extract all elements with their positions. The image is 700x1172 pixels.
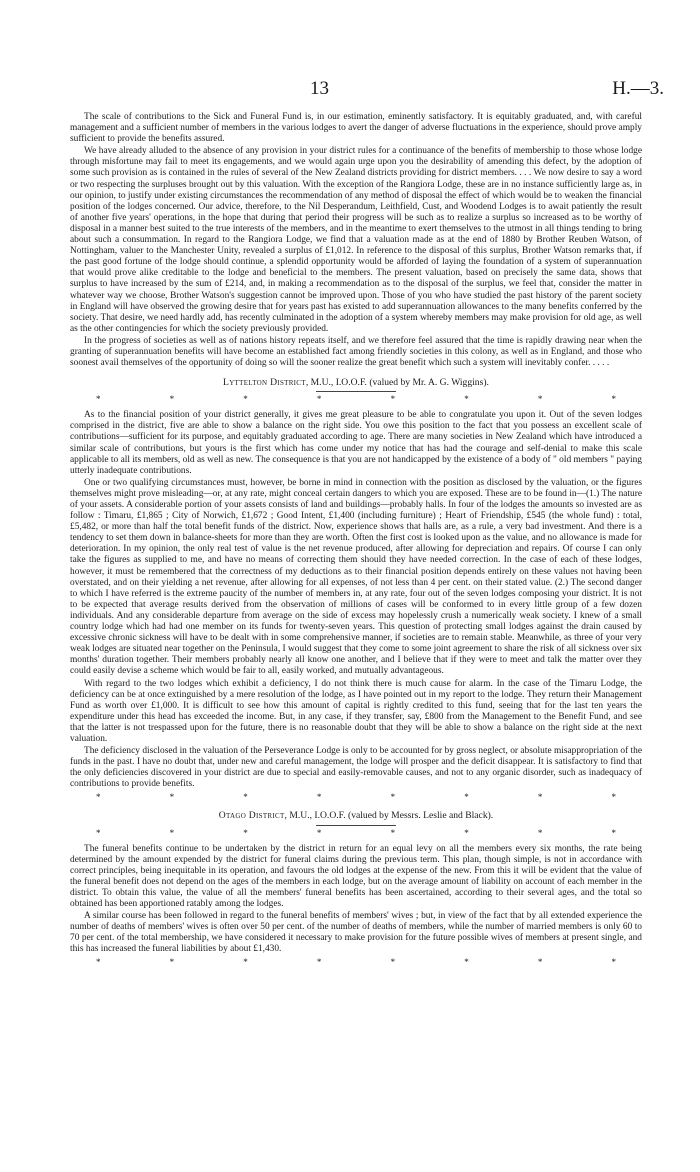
asterism: * [243, 957, 248, 968]
paragraph: In the progress of societies as well as of nations history repeats itself, and we therefore feel assured that the time is rapidly drawing near when the granting of superannuation benefits will have become an established fact among friendly societies in this colony, as well as in England, and those who soonest avail themselves of the opportunity of doing so will the sooner realize the great benefit which such a system will inevitably confer. . . . . [70, 335, 642, 369]
asterism: * [169, 827, 175, 838]
asterism: * [243, 394, 248, 405]
asterism: * [96, 394, 101, 405]
asterism: * [316, 957, 322, 968]
asterism: * [169, 957, 175, 968]
heading-rule [316, 391, 396, 392]
asterism: * [96, 957, 101, 968]
asterism: * [611, 957, 616, 968]
paragraph: We have already alluded to the absence of any provision in your district rules for a continuance of the benefits of membership to those whose lodge through misfortune may fail to meet its engagements, and we would again urge upon you the desirability of amending this defect, by the adoption of some such provision as is contained in the rules of several of the New Zealand districts providing for district members. . . . We now desire to say a word or two respecting the surpluses brought out by this valuation. With the exception of the Rangiora Lodge, these are in no instance sufficiently large as, in our opinion, to justify under existing circumstances the recommendation of any method of disposal the effect of which would be to weaken the financial position of the lodges concerned. Our advice, therefore, to the Nil Desperandum, Leithfield, Cust, and Woodend Lodges is to await patiently the result of another five years' operations, in the hope that during that period their progress will be such as to realize a surplus so increased as to be worthy of disposal in a manner best suited to the true interests of the members, and in the meantime to exert themselves to the utmost in all things tending to bring about such a consummation. In regard to the Rangiora Lodge, we find that a valuation made as at the end of 1880 by Brother Reuben Watson, of Nottingham, valuer to the Manchester Unity, revealed a surplus of £1,012. In reference to the disposal of this surplus, Brother Watson remarks that, if the past good fortune of the lodge should continue, a splendid opportunity would be afforded of laying the foundation of a system of superannuation that would prove alike creditable to the lodge and beneficial to the members. The present valuation, based on precisely the same data, shows that surplus to have increased by the sum of £214, and, in making a recommendation as to the disposal of the surplus, we feel that, consider the matter in whatever way we choose, Brother Watson's suggestion cannot be improved upon. Those of you who have studied the past history of the parent society in England will have observed the growing desire that for years past has existed to add superannuation allowances to the many benefits conferred by the society. That desire, we need hardly add, has recently culminated in the adoption of a system whereby members may make provision for old age, as well as the other contingencies for which the society previously provided. [70, 146, 642, 334]
asterism: * [464, 792, 469, 803]
asterism: * [464, 827, 469, 838]
asterism: * [96, 827, 101, 838]
asterism: * [316, 827, 322, 838]
asterism: * [537, 827, 543, 838]
page-header [0, 78, 700, 102]
asterism: * [316, 792, 322, 803]
asterism: * [390, 792, 396, 803]
asterism: * [96, 792, 101, 803]
asterism: * [169, 792, 175, 803]
asterism: * [243, 827, 248, 838]
asterism-row [96, 394, 616, 404]
paragraph: As to the financial position of your district generally, it gives me great pleasure to be able to congratulate you upon it. Out of the seven lodges comprised in the district, five are able to show a balance on the right side. You owe this position to the fact that you possess an excellent scale of contributions—sufficient for its purpose, and equitably graduated according to age. There are many societies in New Zealand which have introduced a similar scale of contributions, but yours is the first which has come under my notice that has had the courage and self-denial to make this scale applicable to all its members, old as well as new. The consequence is that you are not handicapped by the existence of a body of " old members " paying utterly inadequate contributions. [70, 410, 642, 476]
heading-detail: , M.U., I.O.O.F. (valued by Mr. A. G. Wiggins). [305, 377, 489, 389]
section-heading-otago [70, 810, 642, 821]
page-number: 13 [310, 78, 329, 99]
section-heading-lyttelton [70, 377, 642, 388]
asterism: * [390, 957, 396, 968]
body-text [70, 112, 642, 973]
district-name: Lyttelton District [223, 377, 306, 389]
asterism: * [537, 394, 543, 405]
asterism: * [243, 792, 248, 803]
asterism: * [316, 394, 322, 405]
asterism: * [464, 957, 469, 968]
asterism: * [464, 394, 469, 405]
asterism: * [611, 394, 616, 405]
paragraph: The scale of contributions to the Sick and Funeral Fund is, in our estimation, eminently satisfactory. It is equitably graduated, and, with careful management and a sufficient number of members in the various lodges to avert the danger of adverse fluctuations in the experience, should prove amply sufficient to provide the benefits assured. [70, 112, 642, 145]
asterism: * [611, 827, 616, 838]
heading-detail: , M.U., I.O.O.F. (valued by Messrs. Leslie and Black). [284, 810, 494, 822]
paragraph: The deficiency disclosed in the valuation of the Perseverance Lodge is only to be accounted for by gross neglect, or absolute misappropriation of the funds in the past. I have no doubt that, under new and careful management, the lodge will prosper and the deficit disappear. It is satisfactory to find that the only deficiencies discovered in your district are due to special and easily-removable causes, and not to any organic disorder, such as inadequacy of contributions to provide benefits. [70, 746, 642, 790]
district-name: Otago District [218, 810, 285, 822]
asterism-row [96, 792, 616, 802]
asterism-row [96, 957, 616, 967]
asterism-row [96, 828, 616, 838]
paragraph: With regard to the two lodges which exhibit a deficiency, I do not think there is much cause for alarm. In the case of the Timaru Lodge, the deficiency can be at once extinguished by a mere resolution of the lodge, as I have pointed out in my report to the lodge. They return their Management Fund as worth over £1,000. It is difficult to see how this amount of capital is rightly credited to this fund, seeing that for the last ten years the expenditure under this head has exceeded the income. But, in any case, if they transfer, say, £800 from the Management to the Benefit Fund, and see that the latter is not trespassed upon for the future, there is no reasonable doubt that they will be able to show a balance on the right side at the next valuation. [70, 678, 642, 744]
paragraph: The funeral benefits continue to be undertaken by the district in return for an equal levy on all the members every six months, the rate being determined by the amount expended by the district for funeral claims during the previous term. This plan, though simple, is not in accordance with correct principles, being inequitable in its operation, and favours the old lodges at the expense of the new. From this it will be evident that the value of the funeral benefit does not depend on the ages of the members in each lodge, but on the average amount of liability on account of each member in the district. To obtain this value, the value of all the members' funeral benefits has been ascertained, according to their several ages, and the total so obtained has been apportioned ratably among the lodges. [70, 843, 642, 909]
paragraph: A similar course has been followed in regard to the funeral benefits of members' wives ; but, in view of the fact that by all extended experience the number of deaths of members' wives is often over 50 per cent. of the number of deaths of members, while the number of married members is only 60 to 70 per cent. of the total membership, we have considered it necessary to make provision for the future possible wives of members at present single, and this has increased the funeral liabilities by about £1,430. [70, 911, 642, 955]
document-reference: H.—3. [612, 78, 664, 99]
asterism: * [611, 792, 616, 803]
paragraph: One or two qualifying circumstances must, however, be borne in mind in connection with the position as disclosed by the valuation, or the figures themselves might prove misleading—or, at any rate, might conceal certain dangers to which you are exposed. These are to be found in—(1.) The nature of your assets. A considerable portion of your assets consists of land and buildings—probably halls. In four of the lodges the amounts so invested are as follow : Timaru, £1,865 ; City of Norwich, £1,672 ; Good Intent, £1,400 (including furniture) ; Heart of Friendship, £545 (the whole fund) : total, £5,482, or more than half the total benefit funds of the district. Now, experience shows that halls are, as a rule, a very bad investment. And there is a tendency to set them down in balance-sheets for more than they are worth. Often the first cost is looked upon as the value, and no allowance is made for deterioration. In my opinion, the only real test of value is the net revenue produced, after allowing for depreciation and repairs. Of course I can only take the figures as supplied to me, and have no means of correcting them should they have needed correction. In the case of each of these lodges, however, it must be remembered that the correctness of my deductions as to their financial position depends entirely on these values not having been overstated, and on their yielding a net revenue, after allowing for all expenses, of not less than 4 per cent. on their stated value. (2.) The second danger to which I have referred is the extreme paucity of the number of members in, at any rate, four out of the seven lodges composing your district. It is not to be expected that average results derived from the observation of millions of cases will be conformed to in every little group of a few dozen individuals. And any considerable departure from average on the side of excess may hopelessly crush a numerically weak society. I knew of a small country lodge which had had one member on its funds for twenty-seven years. This question of protecting small lodges against the drain caused by excessive chronic sickness will have to be dealt with in some comprehensive manner, if societies are to remain stable. Meanwhile, as three of your very weak lodges are situated near together on the Peninsula, I would suggest that they come to some joint agreement to share the risk of all sickness over six months' duration together. Their members probably nearly all know one another, and I believe that if they were to meet and talk the matter over they could easily devise a scheme which would be fair to all, easily worked, and mutually advantageous. [70, 477, 642, 677]
asterism: * [390, 394, 396, 405]
asterism: * [169, 394, 175, 405]
asterism: * [537, 957, 543, 968]
asterism: * [537, 792, 543, 803]
asterism: * [390, 827, 396, 838]
heading-rule [316, 825, 396, 826]
